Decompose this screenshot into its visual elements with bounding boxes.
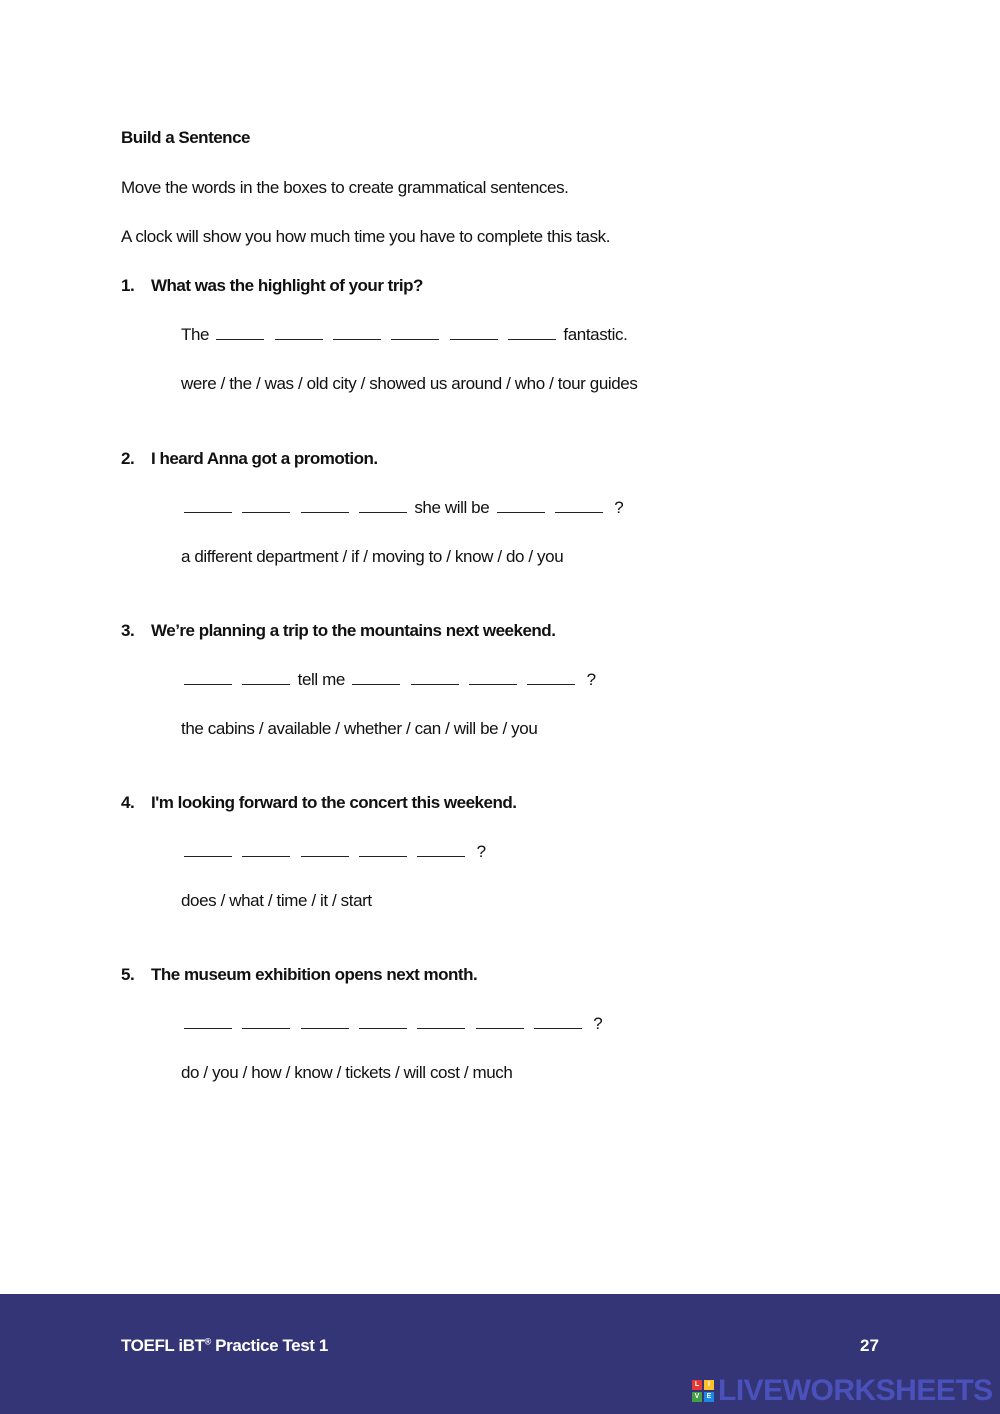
footer-title (121, 1336, 328, 1356)
footer-title-text: TOEFL iBT (121, 1336, 205, 1355)
question-prompt (121, 965, 477, 985)
blank-slot[interactable] (242, 1014, 290, 1029)
question-text: We’re planning a trip to the mountains next weekend. (151, 621, 556, 640)
logo-letter: I (704, 1380, 714, 1390)
blank-slot[interactable] (450, 325, 498, 340)
blank-slot[interactable] (275, 325, 323, 340)
blank-slot[interactable] (216, 325, 264, 340)
blank-slot[interactable] (242, 670, 290, 685)
template-end: ? (476, 842, 486, 861)
template-end: fantastic. (563, 325, 628, 344)
blank-slot[interactable] (417, 1014, 465, 1029)
template-end: ? (586, 670, 596, 689)
question-number: 2. (121, 449, 135, 468)
blank-slot[interactable] (184, 670, 232, 685)
blank-slot[interactable] (534, 1014, 582, 1029)
logo-letter: L (692, 1380, 702, 1390)
blank-slot[interactable] (359, 842, 407, 857)
blank-slot[interactable] (508, 325, 556, 340)
question-number: 3. (121, 621, 135, 640)
page-number: 27 (860, 1336, 879, 1355)
question-prompt (121, 793, 516, 813)
blank-slot[interactable] (555, 498, 603, 513)
blank-slot[interactable] (301, 498, 349, 513)
template-middle: she will be (414, 498, 490, 517)
question-number: 4. (121, 793, 135, 812)
watermark-text: LIVEWORKSHEETS (718, 1374, 993, 1407)
sentence-template (181, 842, 486, 862)
word-bank: were / the / was / old city / showed us around / who / tour guides (181, 374, 638, 393)
word-bank: the cabins / available / whether / can / will be / you (181, 719, 538, 738)
registered-mark: ® (204, 1336, 211, 1347)
question-text: I heard Anna got a promotion. (151, 449, 378, 468)
blank-slot[interactable] (417, 842, 465, 857)
blank-slot[interactable] (333, 325, 381, 340)
blank-slot[interactable] (359, 498, 407, 513)
instruction-clock: A clock will show you how much time you have to complete this task. (121, 227, 611, 246)
sentence-template (181, 670, 596, 690)
word-bank: a different department / if / moving to / know / do / you (181, 547, 564, 566)
logo-letter: V (692, 1392, 702, 1402)
sentence-template (181, 1014, 602, 1034)
blank-slot[interactable] (527, 670, 575, 685)
question-prompt (121, 449, 378, 469)
blank-slot[interactable] (352, 670, 400, 685)
blank-slot[interactable] (497, 498, 545, 513)
question-text: What was the highlight of your trip? (151, 276, 423, 295)
sentence-template (181, 325, 627, 345)
blank-slot[interactable] (184, 1014, 232, 1029)
blank-slot[interactable] (301, 842, 349, 857)
logo-letter: E (704, 1392, 714, 1402)
template-start: The (181, 325, 210, 344)
blank-slot[interactable] (184, 498, 232, 513)
question-number: 1. (121, 276, 135, 295)
question-text: I'm looking forward to the concert this weekend. (151, 793, 517, 812)
word-bank: do / you / how / know / tickets / will cost / much (181, 1063, 513, 1082)
blank-slot[interactable] (184, 842, 232, 857)
sentence-template (181, 498, 623, 518)
instruction-move-words: Move the words in the boxes to create grammatical sentences. (121, 178, 569, 197)
blank-slot[interactable] (242, 498, 290, 513)
word-bank: does / what / time / it / start (181, 891, 372, 910)
blank-slot[interactable] (359, 1014, 407, 1029)
question-number: 5. (121, 965, 135, 984)
template-end: ? (614, 498, 624, 517)
liveworksheets-logo-icon (692, 1380, 714, 1402)
blank-slot[interactable] (391, 325, 439, 340)
liveworksheets-watermark[interactable] (692, 1374, 993, 1408)
question-text: The museum exhibition opens next month. (151, 965, 478, 984)
question-prompt (121, 276, 423, 296)
blank-slot[interactable] (301, 1014, 349, 1029)
question-prompt (121, 621, 555, 641)
blank-slot[interactable] (411, 670, 459, 685)
page-title: Build a Sentence (121, 128, 250, 147)
footer-title-suffix: Practice Test 1 (210, 1336, 328, 1355)
page-footer (0, 1294, 1000, 1414)
template-middle: tell me (297, 670, 345, 689)
blank-slot[interactable] (469, 670, 517, 685)
blank-slot[interactable] (476, 1014, 524, 1029)
template-end: ? (593, 1014, 603, 1033)
blank-slot[interactable] (242, 842, 290, 857)
